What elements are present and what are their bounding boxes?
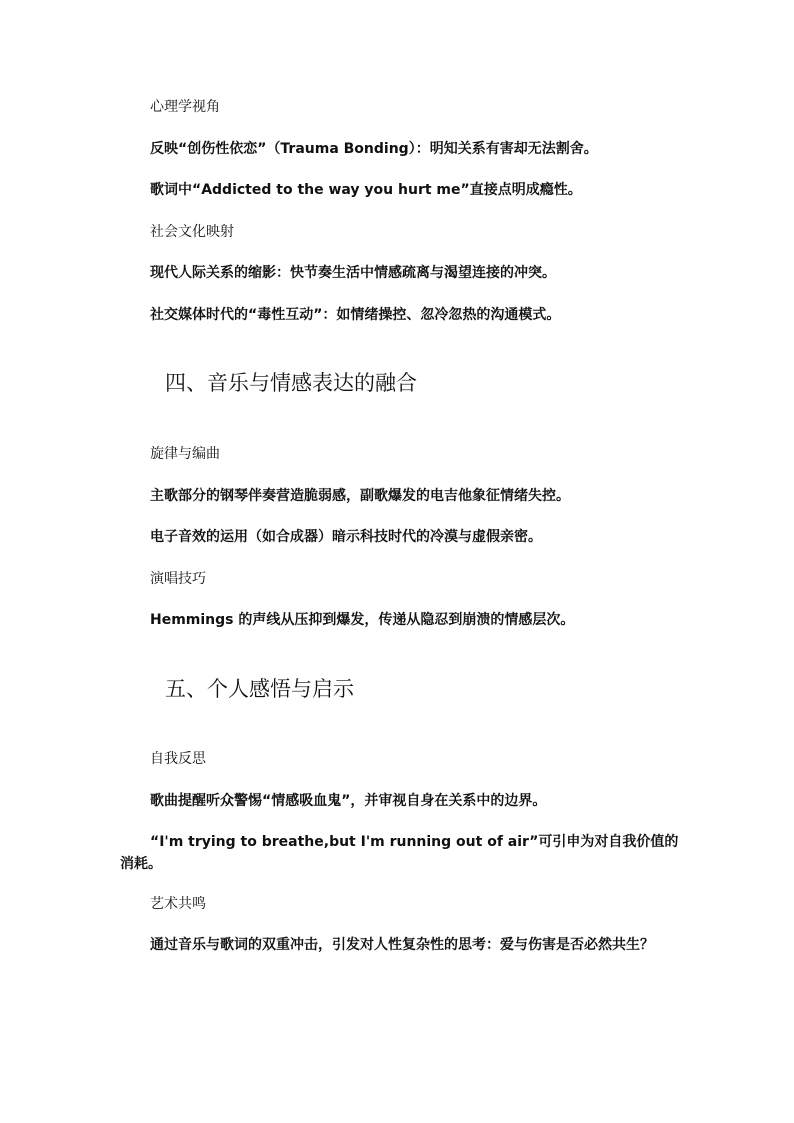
paragraph: Hemmings 的声线从压抑到爆发，传递从隐忍到崩溃的情感层次。 — [150, 612, 575, 628]
paragraph: 主歌部分的钢琴伴奏营造脆弱感，副歌爆发的电吉他象征情绪失控。 — [150, 488, 570, 504]
section-heading-5: 五、个人感悟与启示 — [165, 677, 354, 701]
paragraph: 社交媒体时代的“毒性互动”：如情绪操控、忽冷忽热的沟通模式。 — [150, 307, 561, 323]
subheading-social-culture: 社会文化映射 — [150, 224, 234, 240]
subheading-artistic-resonance: 艺术共鸣 — [150, 896, 206, 912]
paragraph: 电子音效的运用（如合成器）暗示科技时代的冷漠与虚假亲密。 — [150, 529, 542, 545]
paragraph-quote: “I'm trying to breathe,but I'm running out of air”可引申为对自我价值的消耗。 — [120, 834, 679, 872]
paragraph: 通过音乐与歌词的双重冲击，引发对人性复杂性的思考：爱与伤害是否必然共生？ — [150, 937, 654, 953]
paragraph: 反映“创伤性依恋”（Trauma Bonding）：明知关系有害却无法割舍。 — [150, 141, 598, 157]
subheading-melody: 旋律与编曲 — [150, 446, 220, 462]
subheading-self-reflection: 自我反思 — [150, 751, 206, 767]
section-heading-4: 四、音乐与情感表达的融合 — [165, 371, 417, 395]
subheading-vocal-technique: 演唱技巧 — [150, 571, 206, 587]
paragraph: 歌词中“Addicted to the way you hurt me”直接点明成瘾性。 — [150, 182, 582, 198]
subheading-psychology: 心理学视角 — [150, 99, 220, 115]
paragraph: 现代人际关系的缩影：快节奏生活中情感疏离与渴望连接的冲突。 — [150, 265, 556, 281]
paragraph: 歌曲提醒听众警惕“情感吸血鬼”，并审视自身在关系中的边界。 — [150, 793, 547, 809]
